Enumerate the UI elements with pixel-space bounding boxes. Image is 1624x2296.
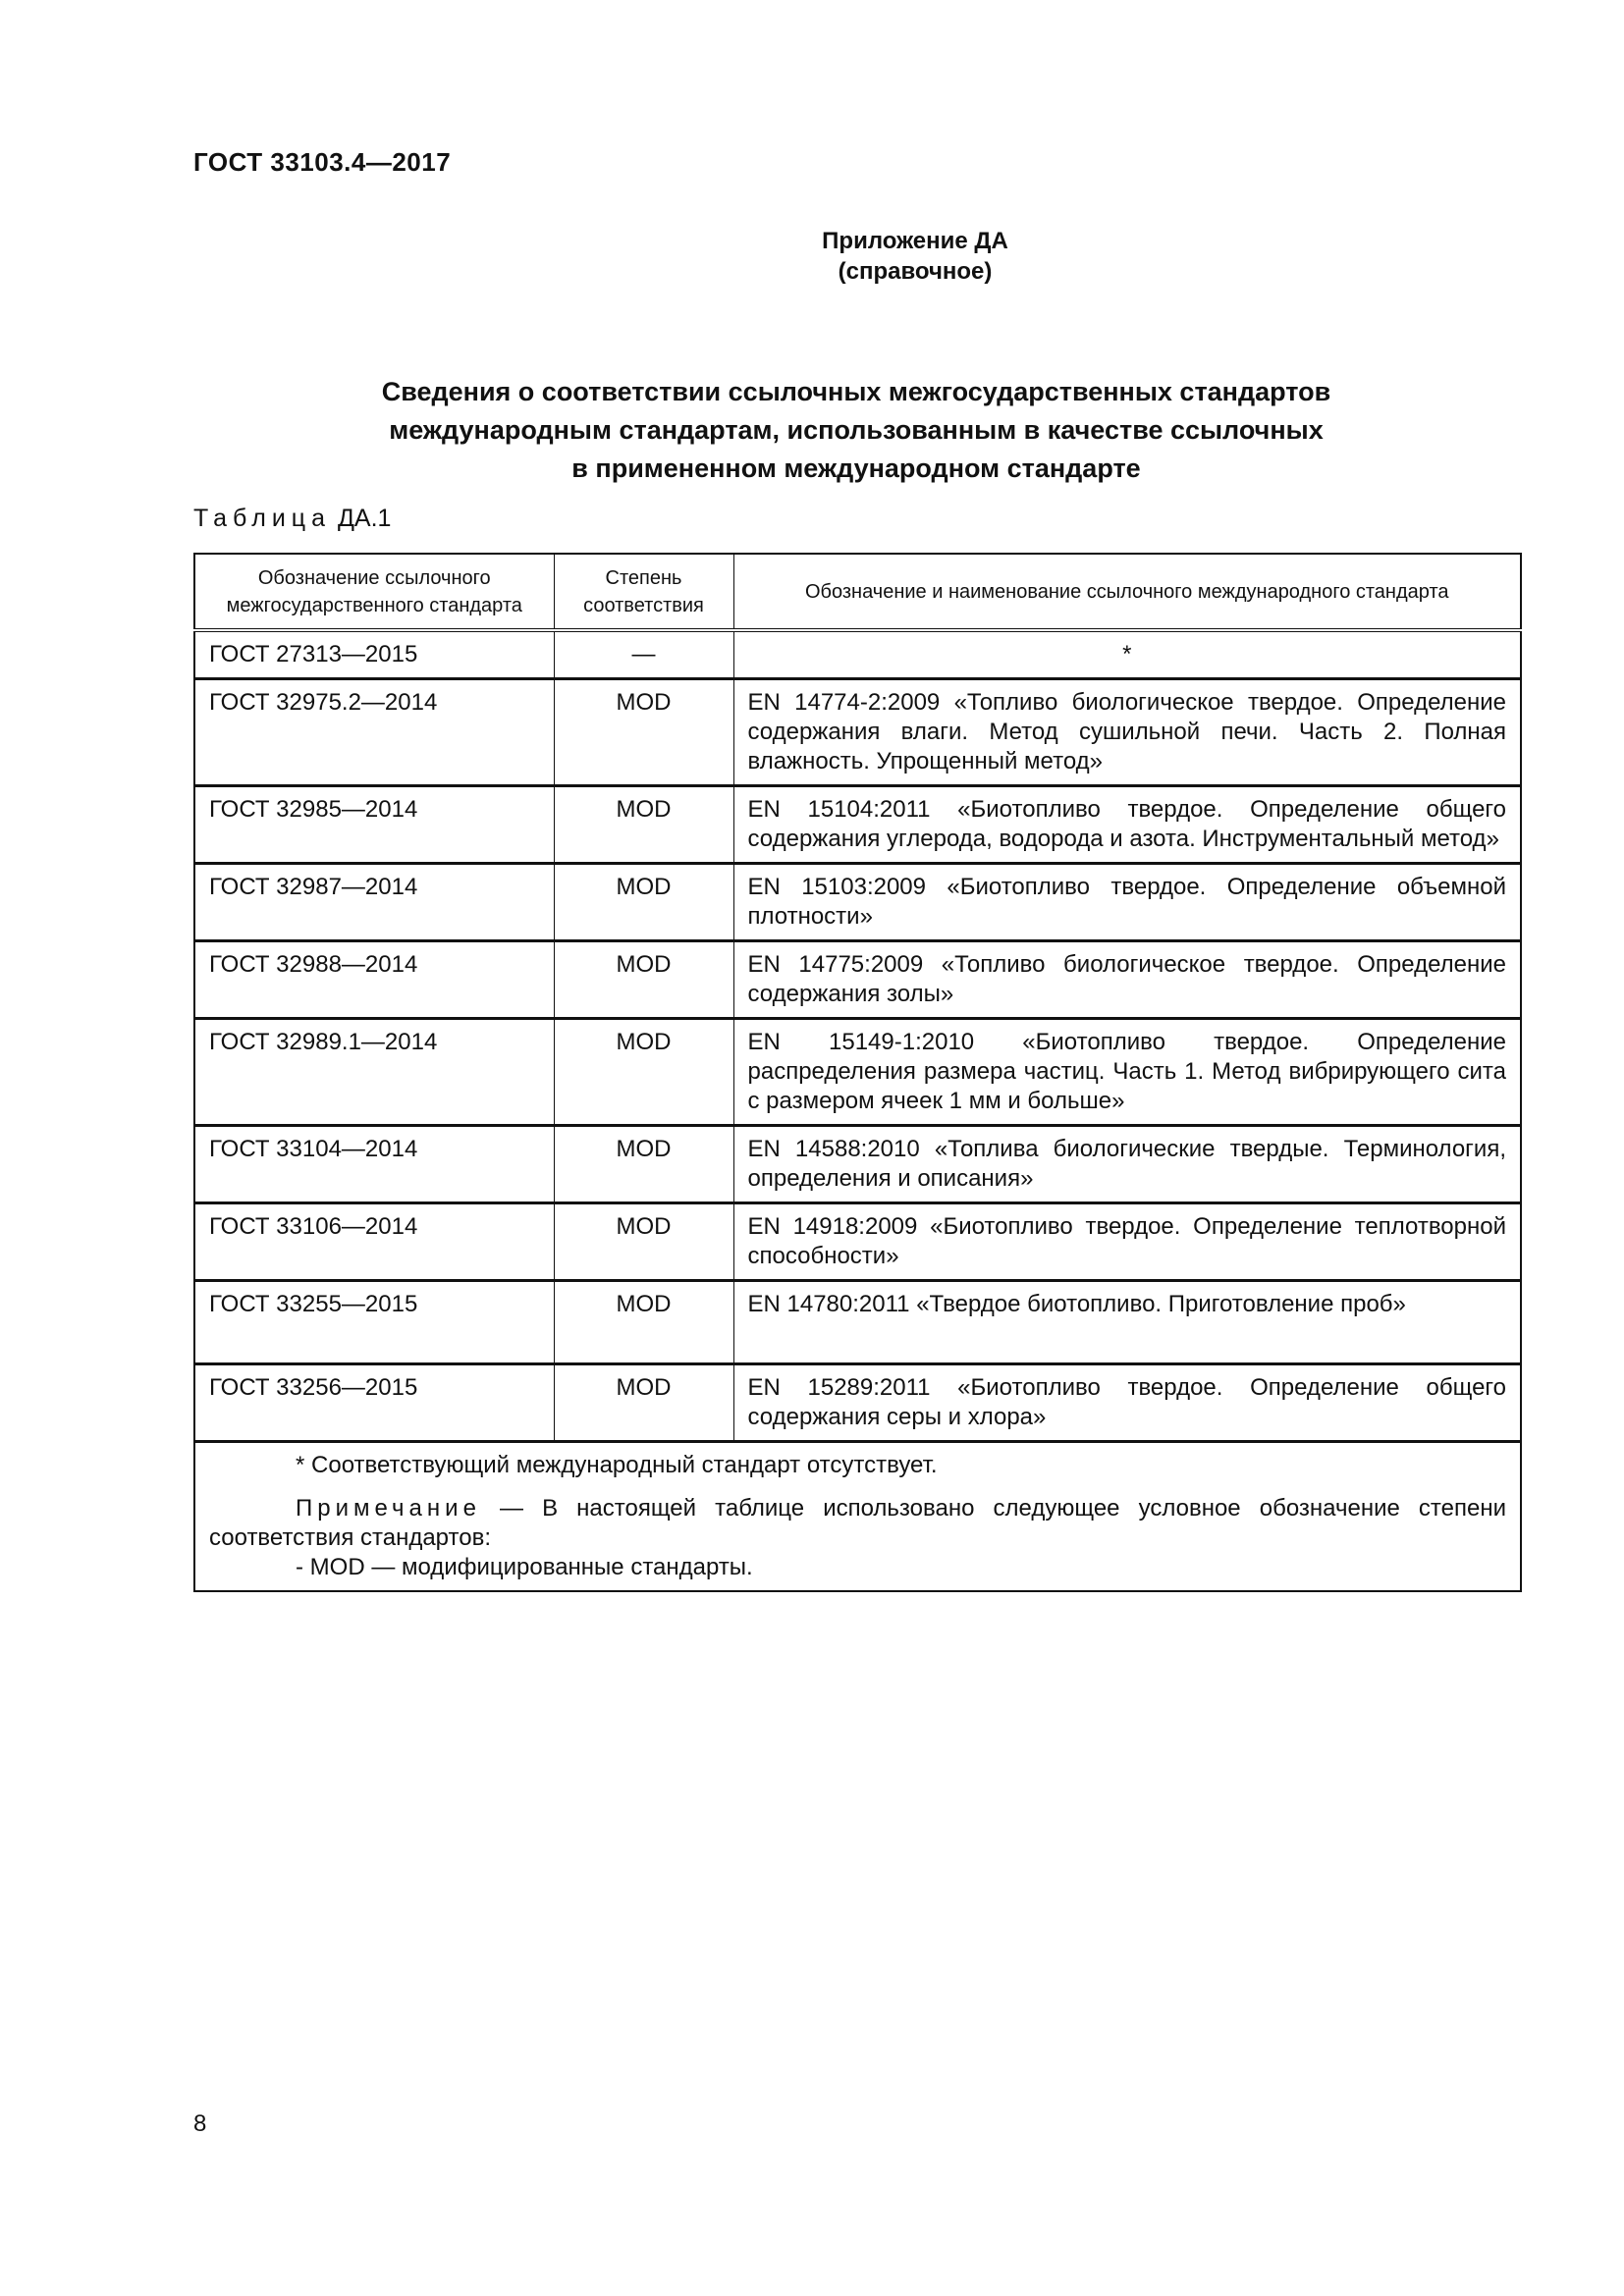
table-row — [194, 941, 1521, 1019]
gost-cell: ГОСТ 32985—2014 — [194, 786, 554, 864]
correspondence-table — [193, 553, 1522, 1592]
column-header-degree: Степень соответствия — [554, 554, 733, 630]
international-standard-cell: EN 15104:2011 «Биотопливо твердое. Определение общего содержания углерода, водорода и азота. Инструментальный метод» — [733, 786, 1521, 864]
table-row — [194, 1203, 1521, 1281]
table-caption-number: ДА.1 — [337, 505, 392, 532]
degree-cell: MOD — [554, 1126, 733, 1203]
gost-cell: ГОСТ 32989.1—2014 — [194, 1019, 554, 1126]
appendix-heading — [0, 226, 1624, 287]
gost-cell: ГОСТ 33106—2014 — [194, 1203, 554, 1281]
degree-cell: MOD — [554, 864, 733, 941]
international-standard-cell: EN 14780:2011 «Твердое биотопливо. Приготовление проб» — [733, 1281, 1521, 1364]
degree-cell: MOD — [554, 786, 733, 864]
section-heading-line-2: международным стандартам, использованным в качестве ссылочных — [389, 415, 1324, 445]
international-standard-cell: * — [733, 630, 1521, 679]
international-standard-cell: EN 14775:2009 «Топливо биологическое твердое. Определение содержания золы» — [733, 941, 1521, 1019]
table-caption — [193, 505, 391, 533]
page-number: 8 — [193, 2110, 207, 2137]
correspondence-table-container — [193, 553, 1522, 1592]
table-row — [194, 679, 1521, 786]
gost-cell: ГОСТ 27313—2015 — [194, 630, 554, 679]
table-header-row — [194, 554, 1521, 630]
table-row — [194, 1364, 1521, 1442]
international-standard-cell: EN 14774-2:2009 «Топливо биологическое твердое. Определение содержания влаги. Метод сушильной печи. Часть 2. Полная влажность. Упрощенный метод» — [733, 679, 1521, 786]
international-standard-cell: EN 14918:2009 «Биотопливо твердое. Определение теплотворной способности» — [733, 1203, 1521, 1281]
appendix-subtitle: (справочное) — [838, 258, 993, 285]
international-standard-cell: EN 15289:2011 «Биотопливо твердое. Определение общего содержания серы и хлора» — [733, 1364, 1521, 1442]
international-standard-cell: EN 14588:2010 «Топлива биологические твердые. Терминология, определения и описания» — [733, 1126, 1521, 1203]
column-header-international: Обозначение и наименование ссылочного международного стандарта — [733, 554, 1521, 630]
degree-cell: MOD — [554, 679, 733, 786]
appendix-title: Приложение ДА — [822, 228, 1008, 254]
gost-cell: ГОСТ 32987—2014 — [194, 864, 554, 941]
note-text: — В настоящей таблице использовано следующее условное обозначение степени соответствия стандартов: — [209, 1495, 1506, 1551]
table-row — [194, 864, 1521, 941]
table-footer-row — [194, 1442, 1521, 1592]
section-heading-line-3: в примененном международном стандарте — [571, 454, 1141, 483]
section-heading-line-1: Сведения о соответствии ссылочных межгосударственных стандартов — [381, 377, 1331, 406]
section-heading — [193, 373, 1519, 488]
gost-cell: ГОСТ 33104—2014 — [194, 1126, 554, 1203]
degree-cell: — — [554, 630, 733, 679]
table-footnote: * Соответствующий международный стандарт отсутствует. — [296, 1452, 938, 1478]
table-caption-label: Таблица — [193, 505, 332, 532]
column-header-gost: Обозначение ссылочного межгосударственного стандарта — [194, 554, 554, 630]
note-label: Примечание — [296, 1495, 481, 1522]
degree-cell: MOD — [554, 1019, 733, 1126]
gost-cell: ГОСТ 33255—2015 — [194, 1281, 554, 1364]
table-row — [194, 1281, 1521, 1364]
table-row — [194, 630, 1521, 679]
gost-cell: ГОСТ 33256—2015 — [194, 1364, 554, 1442]
table-note — [209, 1494, 1506, 1553]
table-row — [194, 1019, 1521, 1126]
table-footer-cell — [194, 1442, 1521, 1592]
gost-cell: ГОСТ 32975.2—2014 — [194, 679, 554, 786]
degree-cell: MOD — [554, 1203, 733, 1281]
international-standard-cell: EN 15149-1:2010 «Биотопливо твердое. Определение распределения размера частиц. Часть 1. Метод вибрирующего сита с размером ячеек 1 мм и больше» — [733, 1019, 1521, 1126]
degree-cell: MOD — [554, 1281, 733, 1364]
table-row — [194, 786, 1521, 864]
degree-cell: MOD — [554, 1364, 733, 1442]
document-number: ГОСТ 33103.4—2017 — [193, 147, 452, 177]
international-standard-cell: EN 15103:2009 «Биотопливо твердое. Определение объемной плотности» — [733, 864, 1521, 941]
note-item: - MOD — модифицированные стандарты. — [296, 1554, 753, 1580]
degree-cell: MOD — [554, 941, 733, 1019]
table-row — [194, 1126, 1521, 1203]
gost-cell: ГОСТ 32988—2014 — [194, 941, 554, 1019]
